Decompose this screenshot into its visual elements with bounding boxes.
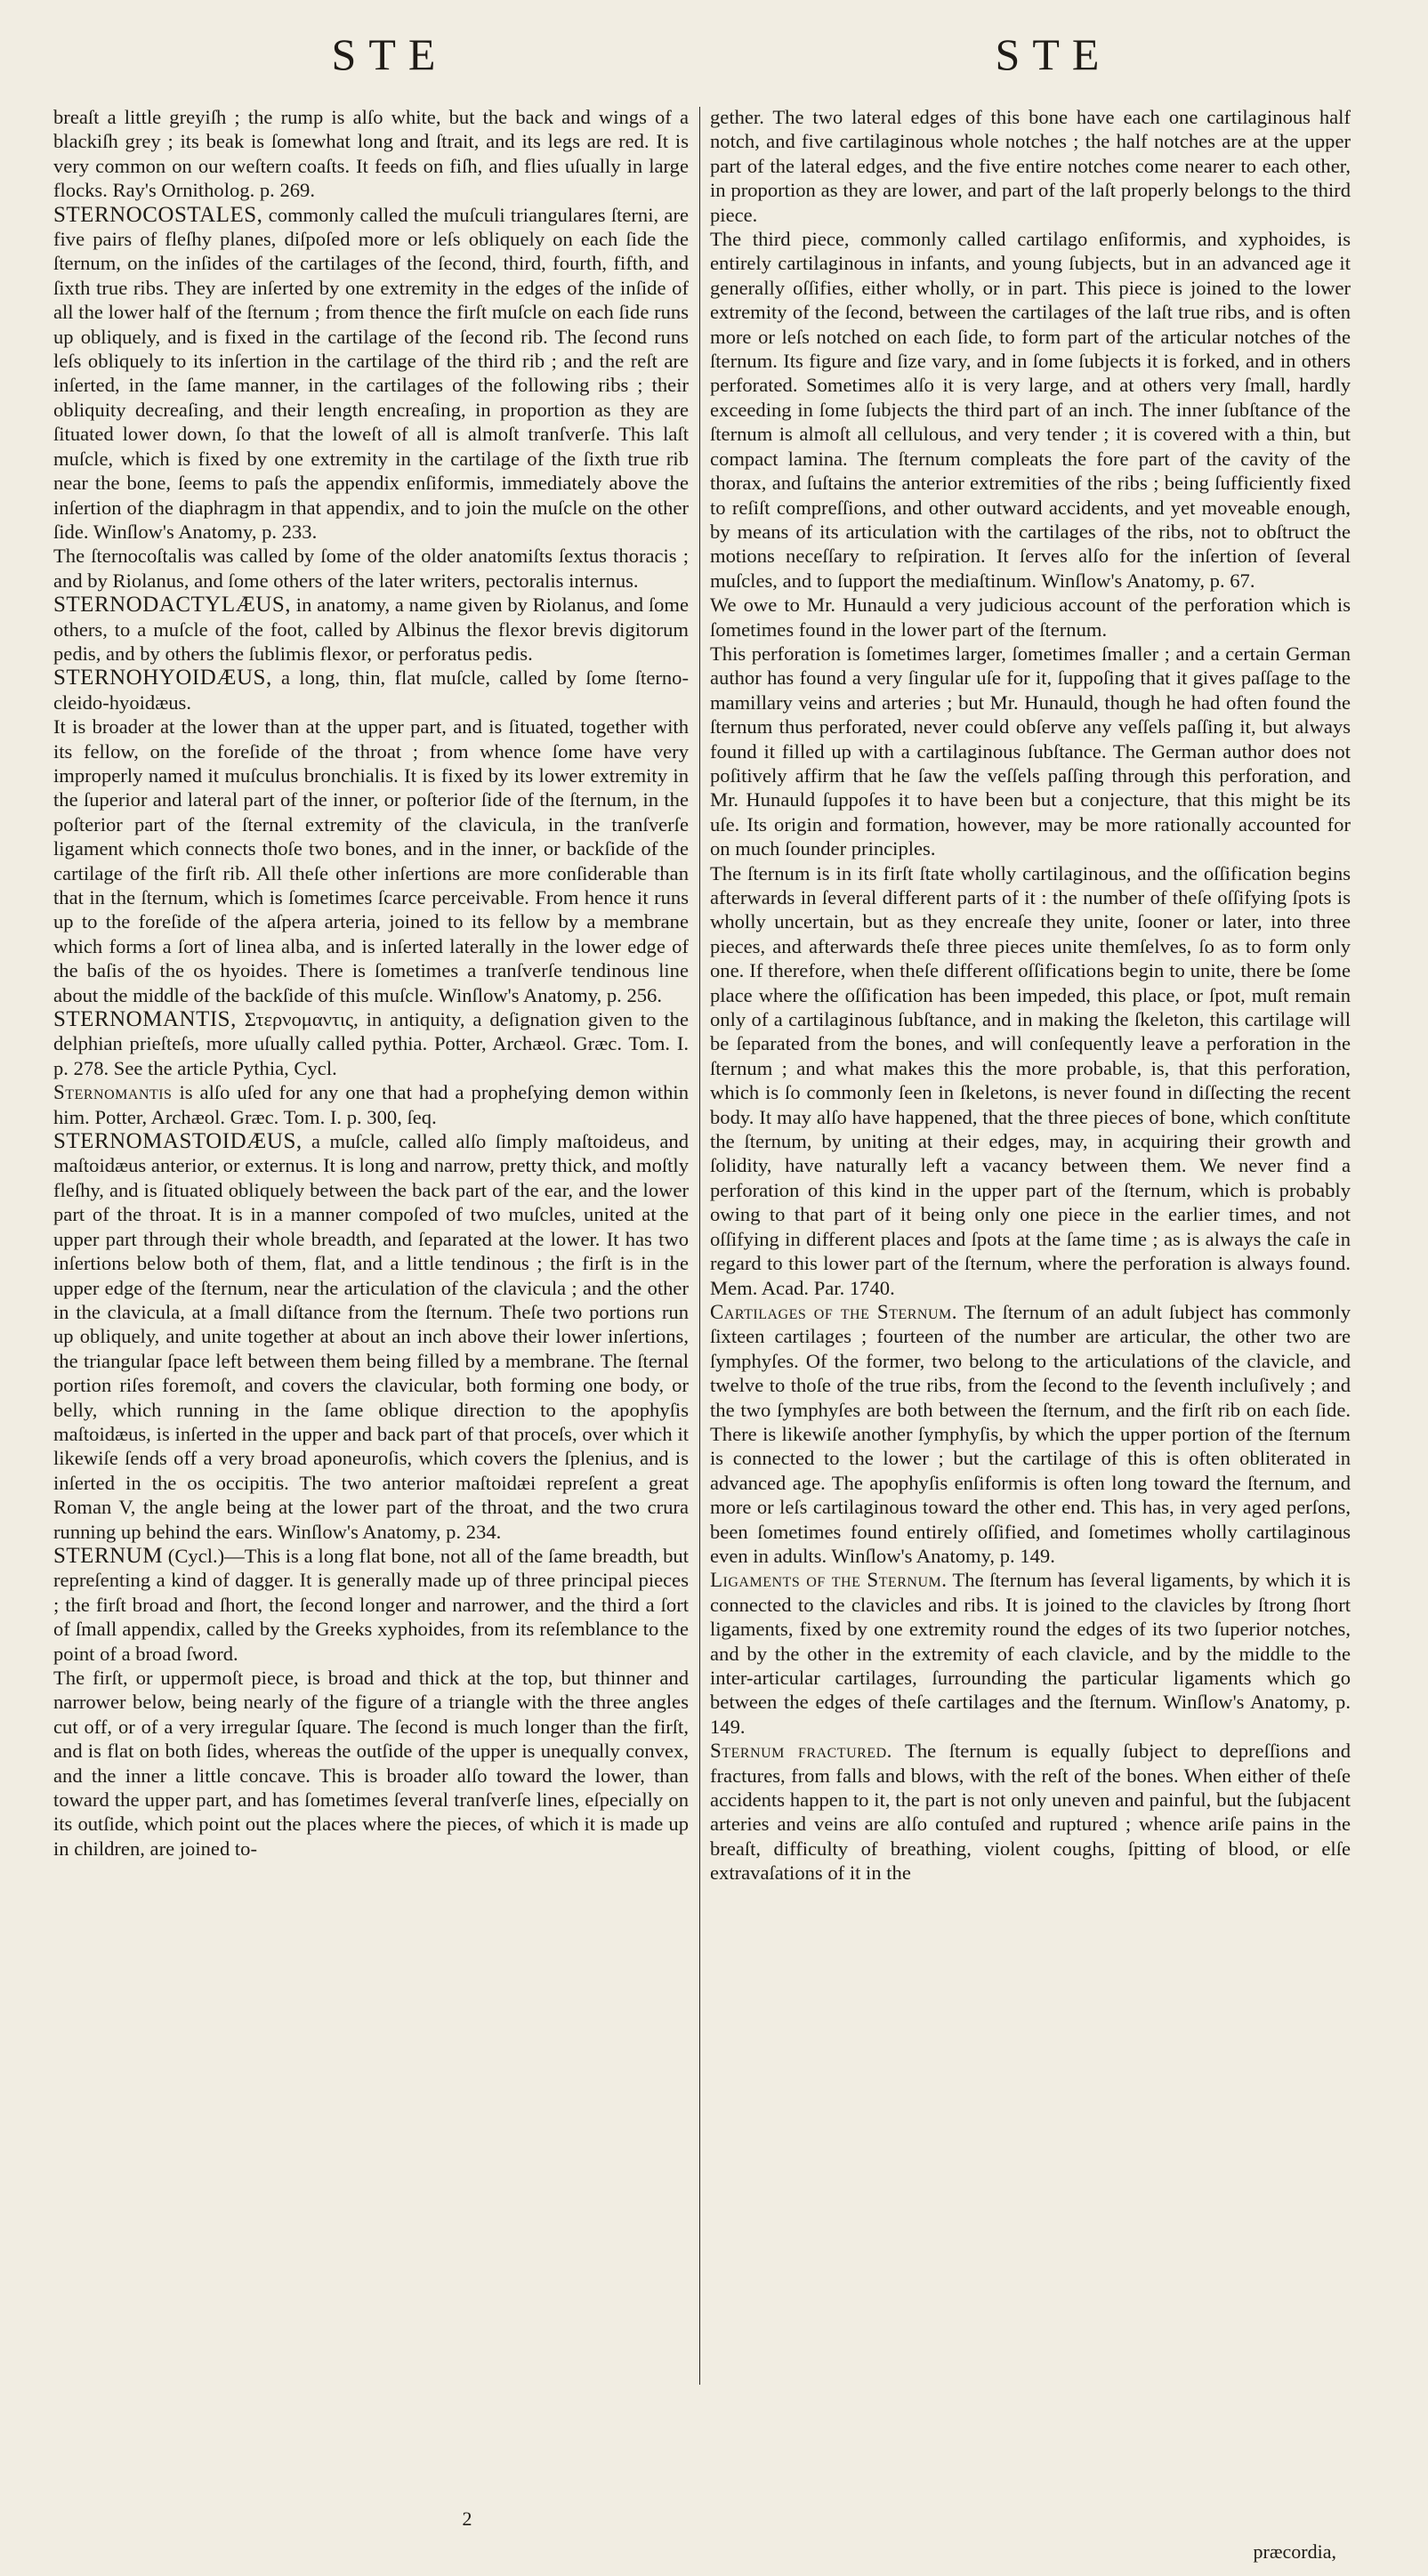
- entry-text: The firſt, or uppermoſt piece, is broad and thick at the top, but thinner and narrower below, being nearly of the figure of a triangle with the three angles cut off, or of a very irregular ſquare. The ſecond is much longer than the firſt, and is flat on both ſides, whereas the outſide of the upper is unequally convex, and the inner a little concave. This is broader alſo toward the lower, than toward the upper part, and has ſometimes ſeveral tranſverſe lines, eſpecially on its outſide, which point out the places where the pieces, of which it is made up in children, are joined to-: [53, 1667, 689, 1860]
- running-head-right: STE: [995, 29, 1112, 79]
- dictionary-entry: [53, 1544, 689, 1666]
- entry-headword: STERNOMANTIS,: [53, 1007, 237, 1032]
- entry-headword: STERNOCOSTALES,: [53, 202, 263, 227]
- right-column: [710, 105, 1351, 1886]
- entry-text: The ſternocoſtalis was called by ſome of the older anatomiſts ſextus thoracis ; and by Riolanus, and ſome others of the later writers, pectoralis internus.: [53, 545, 689, 592]
- entry-text: The ſternum is equally ſubject to depreſſions and fractures, from falls and blows, with the reſt of the bones. When either of theſe accidents happen to it, the part is not only uneven and painful, but the ſubjacent arteries and veins are alſo contuſed and ruptured ; whence ariſe pains in the breaſt, difficulty of breathing, violent coughs, ſpitting of blood, or elſe extravaſations of it in the: [710, 1740, 1351, 1885]
- paragraph: [710, 593, 1351, 642]
- entry-text: It is broader at the lower than at the upper part, and is ſituated, together with its fellow, on the foreſide of the throat ; from whence ſome have very improperly named it muſculus bronchialis. It is fixed by its lower extremity in the ſuperior and lateral part of the inner, or poſterior ſide of the ſternum, in the poſterior part of the ſternal extremity of the clavicula, in the tranſverſe ligament which connects thoſe two bones, and in the inner, or backſide of the cartilage of the firſt rib. All theſe other inſertions are more conſiderable than that in the ſternum, which is ſometimes ſcarce perceivable. From hence it runs up to the foreſide of the aſpera arteria, joined to its fellow by a membrane which forms a ſort of linea alba, and is inſerted laterally in the lower edge of the baſis of the os hyoides. There is ſometimes a tranſverſe tendinous line about the middle of the backſide of this muſcle. Winſlow's Anatomy, p. 256.: [53, 715, 689, 1006]
- paragraph: [53, 544, 689, 593]
- entry-text: The ſternum is in its firſt ſtate wholly cartilaginous, and the oſſification begins afterwards in ſeveral different parts of it : the number of theſe oſſifying ſpots is wholly uncertain, but as they encreaſe they unite, ſooner or later, into three pieces, and afterwards theſe three pieces unite themſelves, ſo as to form only one. If therefore, when theſe different oſſifications begin to unite, there be ſome place where the oſſification has been impeded, this place, or ſpot, muſt remain only of a cartilaginous ſubſtance, and in making the ſkeleton, this cartilage will be ſeparated from the bones, and will conſequently leave a perforation in the ſternum ; and what makes this the more probable, is, that this perforation, which is ſo commonly ſeen in ſkeletons, is never found in diſſecting the recent body. It may alſo have happened, that the three pieces of bone, which conſtitute the ſternum, by uniting at their edges, may, in acquiring their growth and ſolidity, have naturally left a vacancy between them. We never find a perforation of this kind in the upper part of the ſternum, which is probably owing to that part of it being only one piece in the earlier times, and not oſſifying in different places and ſpots at the ſame time ; as is always the caſe in regard to this lower part of the ſternum, where the perforation is always found. Mem. Acad. Par. 1740.: [710, 861, 1351, 1299]
- entry-text: a muſcle, called alſo ſimply maſtoideus, and maſtoidæus anterior, or externus. It is long and narrow, pretty thick, and moſtly fleſhy, and is ſituated obliquely between the back part of the ear, and the lower part of the throat. It is in a manner compoſed of two muſcles, united at the upper part through their whole breadth, and ſeparated at the lower. It has two inſertions below both of them, flat, and a little tendinous ; the firſt is in the upper edge of the ſternum, near the articulation of the clavicula ; and the other in the clavicula, at a ſmall diſtance from the ſternum. Theſe two portions run up obliquely, and unite together at about an inch above their lower inſertions, the triangular ſpace left between them being filled by a membrane. The ſternal portion riſes foremoſt, and covers the clavicular, both forming one body, or belly, which running in the ſame oblique direction to the apophyſis maſtoidæus, is inſerted in the upper and back part of that proceſs, over which it likewiſe ſends off a very broad aponeuroſis, which covers the ſplenius, and is inſerted in the os occipitis. The two anterior maſtoidæi repreſent a great Roman V, the angle being at the lower part of the throat, and the two crura running up behind the ears. Winſlow's Anatomy, p. 234.: [53, 1130, 689, 1543]
- entry-headword: Sternomantis: [53, 1081, 173, 1104]
- column-divider: [699, 107, 700, 2385]
- entry-headword: Sternum fractured.: [710, 1740, 892, 1763]
- entry-headword: STERNOHYOIDÆUS,: [53, 666, 272, 690]
- entry-text: The ſternum has ſeveral ligaments, by which it is connected to the clavicles and ribs. It is joined to the clavicles by ſtrong ſhort ligaments, fixed by one extremity round the edges of its two ſuperior notches, and by the other in the extremity of each clavicle, and by the middle to the inter-articular cartilages, ſurrounding the particular ligaments which go between the edges of theſe cartilages and the ſternum. Winſlow's Anatomy, p. 149.: [710, 1569, 1351, 1738]
- dictionary-entry: [53, 1129, 689, 1544]
- entry-text: We owe to Mr. Hunauld a very judicious account of the perforation which is ſometimes found in the lower part of the ſternum.: [710, 594, 1351, 641]
- entry-text: commonly called the muſculi triangulares ſterni, are five pairs of fleſhy planes, diſpoſed more or leſs obliquely on each ſide the ſternum, on the inſides of the cartilages of the ſecond, third, fourth, fifth, and ſixth true ribs. They are inſerted by one extremity in the edges of the inſide of all the lower half of the ſternum ; from thence the firſt muſcle on each ſide runs up obliquely, and is fixed in the cartilage of the ſecond rib. The ſecond runs leſs obliquely to its inſertion in the cartilage of the third rib ; and the reſt are inſerted, in the ſame manner, in the cartilages of the following ribs ; their obliquity decreaſing, and their length encreaſing, in proportion as they are ſituated lower down, ſo that the loweſt of all is almoſt tranſverſe. This laſt muſcle, which is fixed by one extremity in the cartilage of the ſixth true rib near the bone, ſeems to paſs the appendix enſiformis, immediately above the inſertion of the diaphragm in that appendix, and to join the muſcle on the other ſide. Winſlow's Anatomy, p. 233.: [53, 203, 689, 543]
- page-number: 2: [462, 2507, 472, 2530]
- paragraph: [710, 227, 1351, 593]
- entry-headword: STERNODACTYLÆUS,: [53, 593, 292, 618]
- paragraph: [710, 642, 1351, 861]
- dictionary-entry: [53, 203, 689, 545]
- entry-headword: Ligaments of the Sternum.: [710, 1569, 948, 1592]
- dictionary-entry: [53, 666, 689, 715]
- entry-headword: STERNOMASTOIDÆUS,: [53, 1129, 303, 1154]
- left-column: [53, 105, 689, 1861]
- dictionary-entry: [710, 1739, 1351, 1885]
- entry-headword: STERNUM: [53, 1543, 163, 1568]
- entry-text: The third piece, commonly called cartilago enſiformis, and xyphoides, is entirely cartilaginous in infants, and young ſubjects, but in an advanced age it generally oſſifies, either wholly, or in part. This piece is joined to the lower extremity of the ſecond, between the cartilages of the laſt true ribs, and is often more or leſs notched on each ſide, to form part of the articular notches of the ſternum. Its figure and ſize vary, and in ſome ſubjects it is forked, and in others perforated. Sometimes alſo it is very large, and at others very ſmall, hardly exceeding in ſome ſubjects the third part of an inch. The inner ſubſtance of the ſternum is almoſt all cellulous, and very tender ; it is covered with a thin, but compact lamina. The ſternum compleats the fore part of the cavity of the thorax, and ſuſtains the anterior extremities of the ribs ; being ſufficiently fixed to reſiſt compreſſions, and other outward accidents, and yet moveable enough, by means of its articulation with the cartilages of the ribs, not to obſtruct the motions neceſſary to reſpiration. It ſerves alſo for the inſertion of ſeveral muſcles, and to ſupport the mediaſtinum. Winſlow's Anatomy, p. 67.: [710, 228, 1351, 592]
- paragraph: [53, 1666, 689, 1861]
- dictionary-entry: [53, 1007, 689, 1080]
- running-head-left: STE: [331, 29, 448, 79]
- entry-text: (Cycl.)—This is a long flat bone, not all of the ſame breadth, but repreſenting a kind of dagger. It is generally made up of three principal pieces ; the firſt broad and ſhort, the ſecond longer and narrower, and the third a ſort of ſmall appendix, called by the Greeks xyphoides, from its reſemblance to the point of a broad ſword.: [53, 1544, 689, 1665]
- paragraph: [710, 861, 1351, 1300]
- catchword: præcordia,: [1253, 2540, 1336, 2563]
- dictionary-entry: [710, 1568, 1351, 1739]
- entry-text: This perforation is ſometimes larger, ſometimes ſmaller ; and a certain German author has found a very ſingular uſe for it, ſuppoſing that it gives paſſage to the mamillary veins and arteries ; but Mr. Hunauld, though he had often found the ſternum thus perforated, never could obſerve any veſſels paſſing it, but always found it filled up with a cartilaginous ſubſtance. The German author does not poſitively affirm that he ſaw the veſſels paſſing through this perforation, and Mr. Hunauld ſuppoſes it to have been but a conjecture, that this might be its uſe. Its origin and formation, however, may be more rationally accounted for on much ſounder principles.: [710, 642, 1351, 860]
- continued-paragraph: [53, 105, 689, 203]
- entry-text: is alſo uſed for any one that had a propheſying demon within him. Potter, Archæol. Græc. Tom. I. p. 300, ſeq.: [53, 1081, 689, 1128]
- paragraph: [53, 715, 689, 1007]
- dictionary-entry: [710, 1300, 1351, 1568]
- entry-headword: Cartilages of the Sternum.: [710, 1300, 958, 1323]
- entry-text: The ſternum of an adult ſubject has commonly ſixteen cartilages ; fourteen of the number are articular, the other two are ſymphyſes. Of the former, two belong to the articulations of the clavicle, and twelve to thoſe of the true ribs, from the ſecond to the ſeventh incluſively ; and the two ſymphyſes are both between the ſternum, and the firſt rib on each ſide. There is likewiſe another ſymphyſis, by which the upper portion of the ſternum is connected to the lower ; but the cartilage of this is often obliterated in advanced age. The apophyſis enſiformis is often long toward the ſternum, and more or leſs cartilaginous toward the other end. This has, in very aged perſons, been ſometimes found entirely oſſified, and ſometimes wholly cartilaginous even in adults. Winſlow's Anatomy, p. 149.: [710, 1300, 1351, 1567]
- entry-text: Στερνομαντις, in antiquity, a deſignation given to the delphian prieſteſs, more uſually called pythia. Potter, Archæol. Græc. Tom. I. p. 278. See the article Pythia, Cycl.: [53, 1008, 689, 1079]
- entry-text: a long, thin, flat muſcle, called by ſome ſterno-cleido-hyoidæus.: [53, 666, 689, 714]
- entry-text: breaſt a little greyiſh ; the rump is alſo white, but the back and wings of a blackiſh grey ; its beak is ſomewhat long and ſtrait, and its legs are red. It is very common on our weſtern coaſts. It feeds on fiſh, and flies uſually in large flocks. Ray's Ornitholog. p. 269.: [53, 106, 689, 202]
- continued-paragraph: [710, 105, 1351, 227]
- entry-text: in anatomy, a name given by Riolanus, and ſome others, to a muſcle of the foot, called by Albinus the flexor brevis digitorum pedis, and by others the ſublimis flexor, or perforatus pedis.: [53, 594, 689, 665]
- dictionary-entry: [53, 593, 689, 666]
- dictionary-entry: [53, 1080, 689, 1129]
- entry-text: gether. The two lateral edges of this bone have each one cartilaginous half notch, and five cartilaginous whole notches ; the half notches are at the upper part of the lateral edges, and the five entire notches come nearer to each other, in proportion as they are lower, and part of the laſt properly belongs to the third piece.: [710, 106, 1351, 226]
